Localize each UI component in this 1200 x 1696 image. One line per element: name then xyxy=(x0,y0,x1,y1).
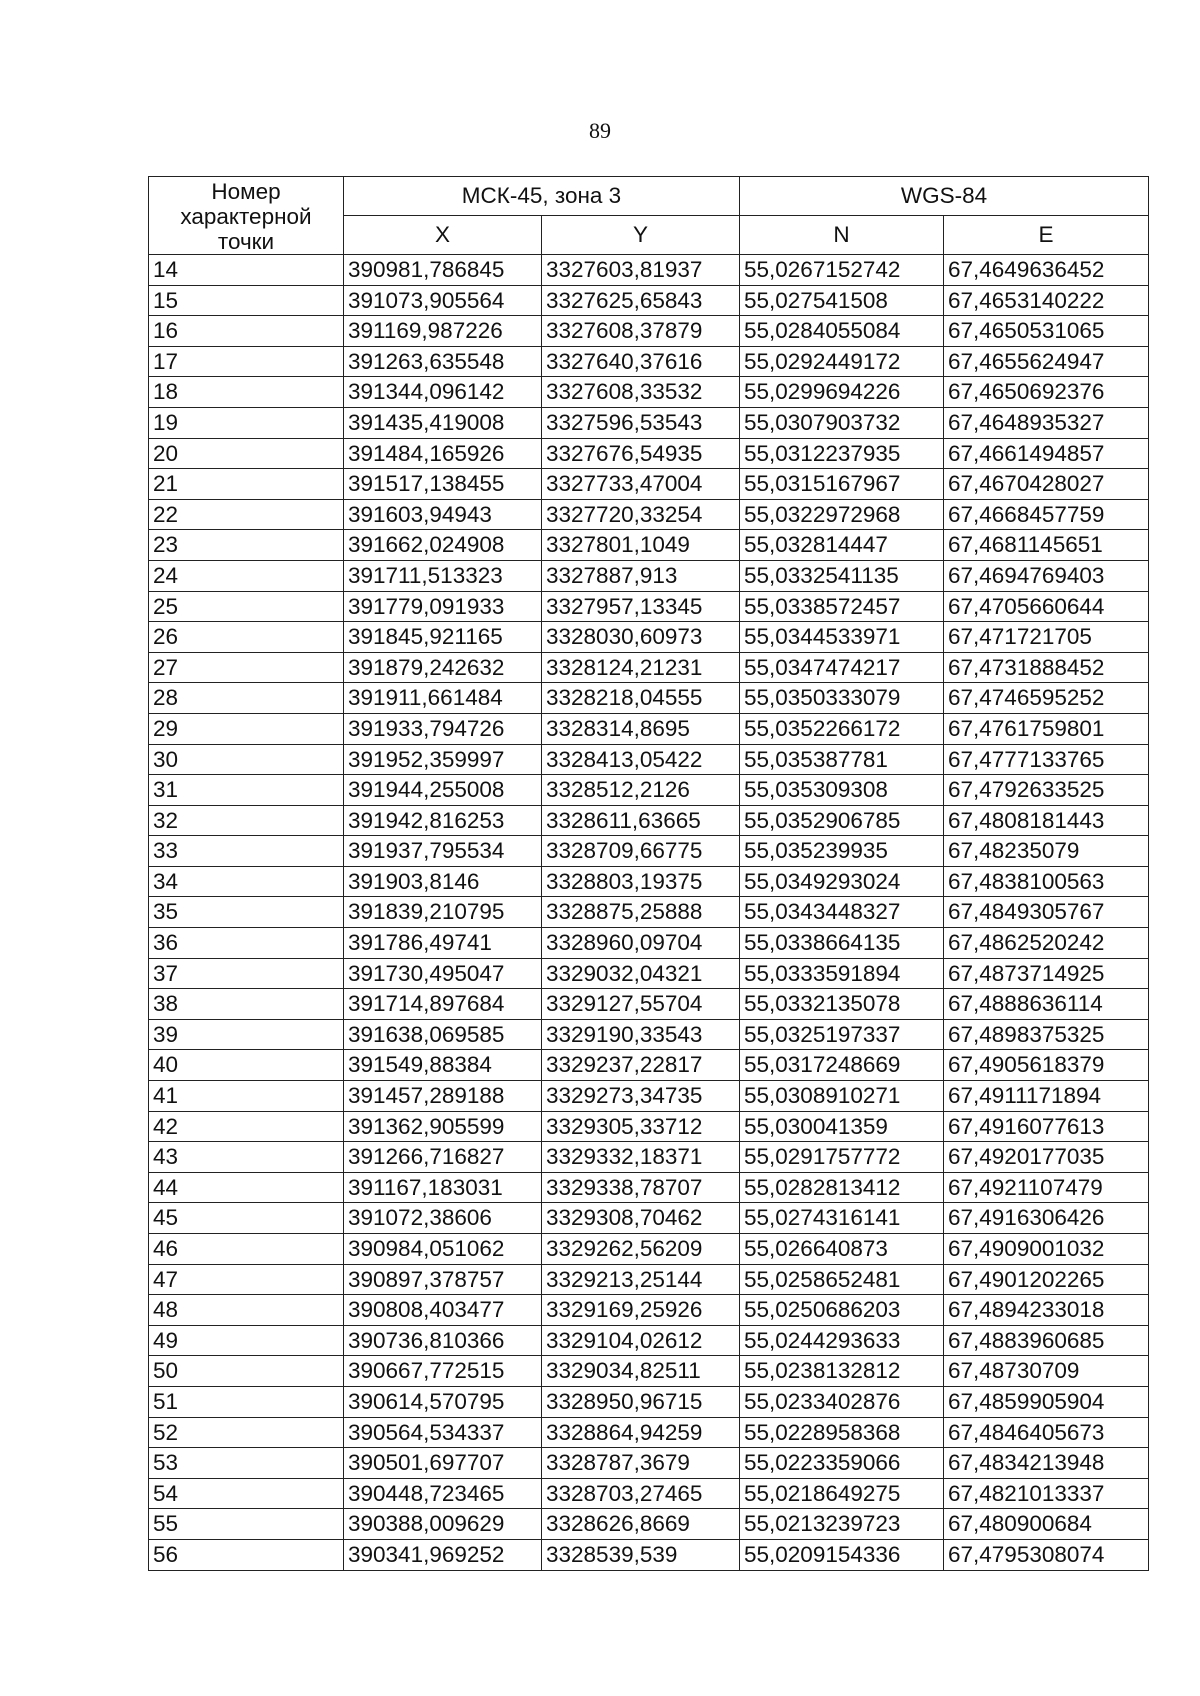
y-cell: 3328703,27465 xyxy=(542,1478,740,1509)
y-cell: 3327603,81937 xyxy=(542,255,740,286)
e-cell: 67,4838100563 xyxy=(944,866,1149,897)
table-row xyxy=(149,1234,1149,1265)
table-row xyxy=(149,1325,1149,1356)
x-cell: 391730,495047 xyxy=(344,958,542,989)
x-cell: 391911,661484 xyxy=(344,683,542,714)
table-row xyxy=(149,469,1149,500)
n-cell: 55,035309308 xyxy=(740,775,944,806)
n-cell: 55,0347474217 xyxy=(740,652,944,683)
point-number-cell: 49 xyxy=(149,1325,344,1356)
point-number-cell: 29 xyxy=(149,713,344,744)
e-column-header: E xyxy=(944,216,1149,255)
point-number-cell: 14 xyxy=(149,255,344,286)
table-row xyxy=(149,1386,1149,1417)
x-cell: 391167,183031 xyxy=(344,1172,542,1203)
x-cell: 391786,49741 xyxy=(344,928,542,959)
table-row xyxy=(149,1050,1149,1081)
y-cell: 3328030,60973 xyxy=(542,622,740,653)
n-cell: 55,030041359 xyxy=(740,1111,944,1142)
point-number-cell: 41 xyxy=(149,1081,344,1112)
x-cell: 391362,905599 xyxy=(344,1111,542,1142)
n-cell: 55,0228958368 xyxy=(740,1417,944,1448)
n-cell: 55,0233402876 xyxy=(740,1386,944,1417)
n-cell: 55,0312237935 xyxy=(740,438,944,469)
table-row xyxy=(149,1142,1149,1173)
n-cell: 55,0258652481 xyxy=(740,1264,944,1295)
x-cell: 391266,716827 xyxy=(344,1142,542,1173)
x-cell: 390341,969252 xyxy=(344,1539,542,1570)
n-cell: 55,0352906785 xyxy=(740,805,944,836)
y-cell: 3329127,55704 xyxy=(542,989,740,1020)
x-cell: 391933,794726 xyxy=(344,713,542,744)
table-row xyxy=(149,1478,1149,1509)
n-cell: 55,026640873 xyxy=(740,1234,944,1265)
e-cell: 67,48730709 xyxy=(944,1356,1149,1387)
n-cell: 55,0284055084 xyxy=(740,316,944,347)
y-cell: 3327801,1049 xyxy=(542,530,740,561)
x-cell: 391711,513323 xyxy=(344,560,542,591)
point-number-cell: 56 xyxy=(149,1539,344,1570)
table-row xyxy=(149,1448,1149,1479)
n-cell: 55,0338664135 xyxy=(740,928,944,959)
y-cell: 3329032,04321 xyxy=(542,958,740,989)
x-cell: 391457,289188 xyxy=(344,1081,542,1112)
point-number-cell: 16 xyxy=(149,316,344,347)
table-row xyxy=(149,775,1149,806)
table-row xyxy=(149,1539,1149,1570)
point-number-cell: 19 xyxy=(149,407,344,438)
e-cell: 67,480900684 xyxy=(944,1509,1149,1540)
table-row xyxy=(149,897,1149,928)
n-column-header: N xyxy=(740,216,944,255)
e-cell: 67,4694769403 xyxy=(944,560,1149,591)
n-cell: 55,0350333079 xyxy=(740,683,944,714)
point-number-cell: 55 xyxy=(149,1509,344,1540)
point-number-cell: 52 xyxy=(149,1417,344,1448)
point-number-cell: 25 xyxy=(149,591,344,622)
e-cell: 67,4921107479 xyxy=(944,1172,1149,1203)
e-cell: 67,4705660644 xyxy=(944,591,1149,622)
y-cell: 3328787,3679 xyxy=(542,1448,740,1479)
point-number-cell: 46 xyxy=(149,1234,344,1265)
x-cell: 391662,024908 xyxy=(344,530,542,561)
table-header xyxy=(149,177,1149,255)
table-row xyxy=(149,1295,1149,1326)
n-cell: 55,0317248669 xyxy=(740,1050,944,1081)
y-cell: 3327596,53543 xyxy=(542,407,740,438)
e-cell: 67,4792633525 xyxy=(944,775,1149,806)
table-row xyxy=(149,377,1149,408)
x-cell: 390981,786845 xyxy=(344,255,542,286)
y-cell: 3329237,22817 xyxy=(542,1050,740,1081)
table-row xyxy=(149,836,1149,867)
point-number-cell: 28 xyxy=(149,683,344,714)
table-row xyxy=(149,346,1149,377)
point-number-cell: 31 xyxy=(149,775,344,806)
x-column-header: X xyxy=(344,216,542,255)
point-number-cell: 38 xyxy=(149,989,344,1020)
x-cell: 391603,94943 xyxy=(344,499,542,530)
point-number-cell: 45 xyxy=(149,1203,344,1234)
point-number-cell: 23 xyxy=(149,530,344,561)
y-cell: 3329332,18371 xyxy=(542,1142,740,1173)
e-cell: 67,4894233018 xyxy=(944,1295,1149,1326)
table-body xyxy=(149,255,1149,1571)
x-cell: 391937,795534 xyxy=(344,836,542,867)
point-number-cell: 36 xyxy=(149,928,344,959)
e-cell: 67,4905618379 xyxy=(944,1050,1149,1081)
point-number-cell: 42 xyxy=(149,1111,344,1142)
point-number-cell: 15 xyxy=(149,285,344,316)
y-cell: 3329034,82511 xyxy=(542,1356,740,1387)
table-row xyxy=(149,438,1149,469)
e-cell: 67,4883960685 xyxy=(944,1325,1149,1356)
point-number-cell: 30 xyxy=(149,744,344,775)
y-cell: 3328709,66775 xyxy=(542,836,740,867)
e-cell: 67,4655624947 xyxy=(944,346,1149,377)
page-number: 89 xyxy=(589,118,611,143)
table-row xyxy=(149,1356,1149,1387)
e-cell: 67,4909001032 xyxy=(944,1234,1149,1265)
table-row xyxy=(149,928,1149,959)
n-cell: 55,0308910271 xyxy=(740,1081,944,1112)
y-cell: 3329305,33712 xyxy=(542,1111,740,1142)
n-cell: 55,035387781 xyxy=(740,744,944,775)
e-cell: 67,4873714925 xyxy=(944,958,1149,989)
e-cell: 67,4846405673 xyxy=(944,1417,1149,1448)
x-cell: 391263,635548 xyxy=(344,346,542,377)
y-cell: 3327640,37616 xyxy=(542,346,740,377)
point-number-cell: 37 xyxy=(149,958,344,989)
x-cell: 390501,697707 xyxy=(344,1448,542,1479)
point-number-cell: 54 xyxy=(149,1478,344,1509)
table-row xyxy=(149,1111,1149,1142)
e-cell: 67,471721705 xyxy=(944,622,1149,653)
y-cell: 3327733,47004 xyxy=(542,469,740,500)
n-cell: 55,027541508 xyxy=(740,285,944,316)
e-cell: 67,4777133765 xyxy=(944,744,1149,775)
e-cell: 67,4920177035 xyxy=(944,1142,1149,1173)
msk45-zone3-header: МСК-45, зона 3 xyxy=(344,177,740,216)
table-row xyxy=(149,560,1149,591)
table-row xyxy=(149,1264,1149,1295)
table-row xyxy=(149,683,1149,714)
e-cell: 67,4862520242 xyxy=(944,928,1149,959)
x-cell: 390897,378757 xyxy=(344,1264,542,1295)
y-cell: 3328124,21231 xyxy=(542,652,740,683)
y-cell: 3328512,2126 xyxy=(542,775,740,806)
n-cell: 55,0267152742 xyxy=(740,255,944,286)
x-cell: 391903,8146 xyxy=(344,866,542,897)
e-cell: 67,4808181443 xyxy=(944,805,1149,836)
n-cell: 55,0238132812 xyxy=(740,1356,944,1387)
e-cell: 67,4731888452 xyxy=(944,652,1149,683)
point-number-header: Номер характерной точки xyxy=(149,177,344,255)
n-cell: 55,0282813412 xyxy=(740,1172,944,1203)
y-cell: 3328803,19375 xyxy=(542,866,740,897)
table-row xyxy=(149,622,1149,653)
e-cell: 67,4648935327 xyxy=(944,407,1149,438)
table-row xyxy=(149,805,1149,836)
x-cell: 391072,38606 xyxy=(344,1203,542,1234)
y-cell: 3328314,8695 xyxy=(542,713,740,744)
point-number-cell: 17 xyxy=(149,346,344,377)
table-row xyxy=(149,255,1149,286)
n-cell: 55,0250686203 xyxy=(740,1295,944,1326)
x-cell: 391944,255008 xyxy=(344,775,542,806)
y-cell: 3329338,78707 xyxy=(542,1172,740,1203)
e-cell: 67,4661494857 xyxy=(944,438,1149,469)
table-row xyxy=(149,866,1149,897)
x-cell: 390388,009629 xyxy=(344,1509,542,1540)
table-row xyxy=(149,1509,1149,1540)
point-number-cell: 43 xyxy=(149,1142,344,1173)
n-cell: 55,0213239723 xyxy=(740,1509,944,1540)
n-cell: 55,0218649275 xyxy=(740,1478,944,1509)
n-cell: 55,0274316141 xyxy=(740,1203,944,1234)
point-number-cell: 24 xyxy=(149,560,344,591)
n-cell: 55,0352266172 xyxy=(740,713,944,744)
table-row xyxy=(149,316,1149,347)
point-number-cell: 32 xyxy=(149,805,344,836)
n-cell: 55,0244293633 xyxy=(740,1325,944,1356)
x-cell: 391839,210795 xyxy=(344,897,542,928)
point-number-cell: 50 xyxy=(149,1356,344,1387)
point-number-cell: 44 xyxy=(149,1172,344,1203)
n-cell: 55,032814447 xyxy=(740,530,944,561)
n-cell: 55,0332541135 xyxy=(740,560,944,591)
y-cell: 3328626,8669 xyxy=(542,1509,740,1540)
y-cell: 3327720,33254 xyxy=(542,499,740,530)
x-cell: 391073,905564 xyxy=(344,285,542,316)
x-cell: 391779,091933 xyxy=(344,591,542,622)
point-number-cell: 53 xyxy=(149,1448,344,1479)
e-cell: 67,4834213948 xyxy=(944,1448,1149,1479)
x-cell: 391169,987226 xyxy=(344,316,542,347)
wgs84-header: WGS-84 xyxy=(740,177,1149,216)
point-number-cell: 26 xyxy=(149,622,344,653)
e-cell: 67,4916306426 xyxy=(944,1203,1149,1234)
x-cell: 391714,897684 xyxy=(344,989,542,1020)
n-cell: 55,0349293024 xyxy=(740,866,944,897)
point-number-cell: 21 xyxy=(149,469,344,500)
point-number-cell: 33 xyxy=(149,836,344,867)
y-cell: 3327887,913 xyxy=(542,560,740,591)
point-number-cell: 48 xyxy=(149,1295,344,1326)
y-cell: 3328960,09704 xyxy=(542,928,740,959)
e-cell: 67,4746595252 xyxy=(944,683,1149,714)
x-cell: 390808,403477 xyxy=(344,1295,542,1326)
n-cell: 55,0291757772 xyxy=(740,1142,944,1173)
y-cell: 3328864,94259 xyxy=(542,1417,740,1448)
e-cell: 67,4916077613 xyxy=(944,1111,1149,1142)
y-cell: 3328413,05422 xyxy=(542,744,740,775)
y-cell: 3327957,13345 xyxy=(542,591,740,622)
x-cell: 390984,051062 xyxy=(344,1234,542,1265)
x-cell: 391879,242632 xyxy=(344,652,542,683)
n-cell: 55,0333591894 xyxy=(740,958,944,989)
n-cell: 55,0343448327 xyxy=(740,897,944,928)
x-cell: 390564,534337 xyxy=(344,1417,542,1448)
table-row xyxy=(149,652,1149,683)
table-row xyxy=(149,958,1149,989)
point-number-cell: 39 xyxy=(149,1019,344,1050)
e-cell: 67,4653140222 xyxy=(944,285,1149,316)
n-cell: 55,0292449172 xyxy=(740,346,944,377)
x-cell: 391517,138455 xyxy=(344,469,542,500)
table-row xyxy=(149,1203,1149,1234)
x-cell: 391344,096142 xyxy=(344,377,542,408)
table-row xyxy=(149,1081,1149,1112)
n-cell: 55,0344533971 xyxy=(740,622,944,653)
x-cell: 391484,165926 xyxy=(344,438,542,469)
point-number-cell: 51 xyxy=(149,1386,344,1417)
e-cell: 67,4795308074 xyxy=(944,1539,1149,1570)
y-cell: 3329213,25144 xyxy=(542,1264,740,1295)
y-cell: 3329169,25926 xyxy=(542,1295,740,1326)
table-row xyxy=(149,1019,1149,1050)
n-cell: 55,0325197337 xyxy=(740,1019,944,1050)
x-cell: 390667,772515 xyxy=(344,1356,542,1387)
n-cell: 55,0322972968 xyxy=(740,499,944,530)
y-cell: 3328218,04555 xyxy=(542,683,740,714)
table-row xyxy=(149,744,1149,775)
e-cell: 67,4650531065 xyxy=(944,316,1149,347)
x-cell: 391845,921165 xyxy=(344,622,542,653)
n-cell: 55,0299694226 xyxy=(740,377,944,408)
e-cell: 67,4761759801 xyxy=(944,713,1149,744)
point-number-cell: 40 xyxy=(149,1050,344,1081)
x-cell: 391549,88384 xyxy=(344,1050,542,1081)
x-cell: 391952,359997 xyxy=(344,744,542,775)
y-cell: 3327608,37879 xyxy=(542,316,740,347)
point-number-cell: 20 xyxy=(149,438,344,469)
y-cell: 3329190,33543 xyxy=(542,1019,740,1050)
x-cell: 391638,069585 xyxy=(344,1019,542,1050)
n-cell: 55,0223359066 xyxy=(740,1448,944,1479)
y-cell: 3329308,70462 xyxy=(542,1203,740,1234)
table-row xyxy=(149,1172,1149,1203)
y-cell: 3329262,56209 xyxy=(542,1234,740,1265)
table-row xyxy=(149,285,1149,316)
e-cell: 67,4888636114 xyxy=(944,989,1149,1020)
e-cell: 67,4650692376 xyxy=(944,377,1149,408)
table-row xyxy=(149,407,1149,438)
y-cell: 3327625,65843 xyxy=(542,285,740,316)
x-cell: 390736,810366 xyxy=(344,1325,542,1356)
n-cell: 55,0332135078 xyxy=(740,989,944,1020)
e-cell: 67,4859905904 xyxy=(944,1386,1149,1417)
y-cell: 3329273,34735 xyxy=(542,1081,740,1112)
y-cell: 3327608,33532 xyxy=(542,377,740,408)
table-row xyxy=(149,989,1149,1020)
e-cell: 67,4821013337 xyxy=(944,1478,1149,1509)
e-cell: 67,4681145651 xyxy=(944,530,1149,561)
e-cell: 67,4670428027 xyxy=(944,469,1149,500)
table-row xyxy=(149,1417,1149,1448)
table-row xyxy=(149,499,1149,530)
e-cell: 67,48235079 xyxy=(944,836,1149,867)
n-cell: 55,0209154336 xyxy=(740,1539,944,1570)
table-row xyxy=(149,591,1149,622)
point-number-cell: 34 xyxy=(149,866,344,897)
e-cell: 67,4849305767 xyxy=(944,897,1149,928)
x-cell: 391942,816253 xyxy=(344,805,542,836)
y-cell: 3327676,54935 xyxy=(542,438,740,469)
point-number-cell: 35 xyxy=(149,897,344,928)
y-column-header: Y xyxy=(542,216,740,255)
e-cell: 67,4901202265 xyxy=(944,1264,1149,1295)
e-cell: 67,4911171894 xyxy=(944,1081,1149,1112)
x-cell: 390614,570795 xyxy=(344,1386,542,1417)
point-number-cell: 27 xyxy=(149,652,344,683)
e-cell: 67,4898375325 xyxy=(944,1019,1149,1050)
e-cell: 67,4649636452 xyxy=(944,255,1149,286)
y-cell: 3328950,96715 xyxy=(542,1386,740,1417)
point-number-cell: 47 xyxy=(149,1264,344,1295)
coordinates-table xyxy=(148,176,1149,1571)
n-cell: 55,0307903732 xyxy=(740,407,944,438)
table-row xyxy=(149,530,1149,561)
n-cell: 55,035239935 xyxy=(740,836,944,867)
y-cell: 3328539,539 xyxy=(542,1539,740,1570)
table-row xyxy=(149,713,1149,744)
x-cell: 390448,723465 xyxy=(344,1478,542,1509)
y-cell: 3328875,25888 xyxy=(542,897,740,928)
y-cell: 3328611,63665 xyxy=(542,805,740,836)
point-number-cell: 22 xyxy=(149,499,344,530)
x-cell: 391435,419008 xyxy=(344,407,542,438)
n-cell: 55,0315167967 xyxy=(740,469,944,500)
n-cell: 55,0338572457 xyxy=(740,591,944,622)
y-cell: 3329104,02612 xyxy=(542,1325,740,1356)
e-cell: 67,4668457759 xyxy=(944,499,1149,530)
point-number-cell: 18 xyxy=(149,377,344,408)
